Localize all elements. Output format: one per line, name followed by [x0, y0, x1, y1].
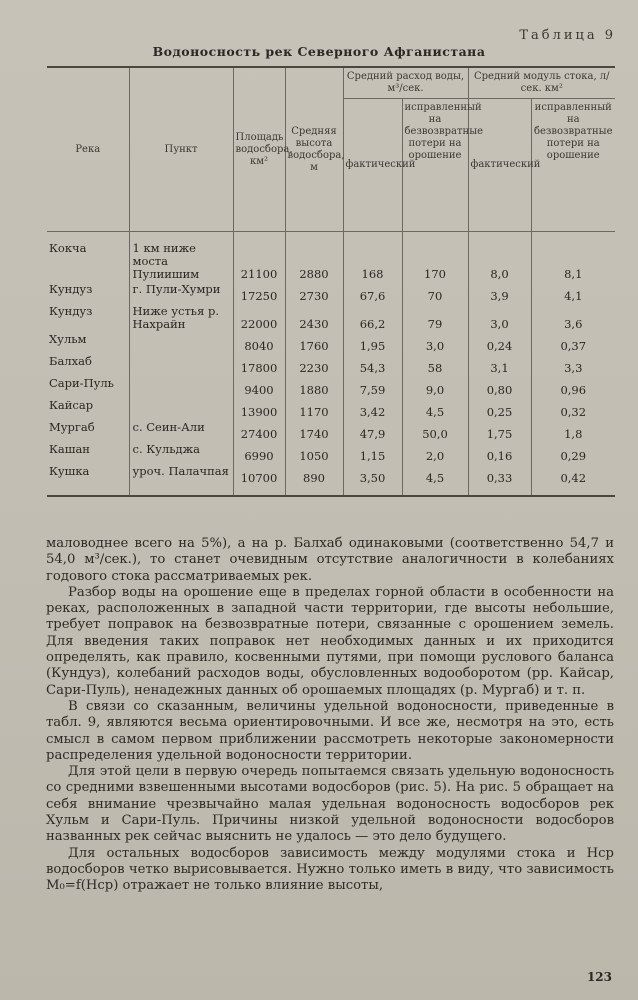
table-row	[47, 376, 615, 398]
table-row	[47, 304, 615, 332]
paragraph: В связи со сказанным, величины удельной водоносности, приведенные в табл. 9, являются весьма ориентировочными. И все же, несмотря на это, есть смысл в самом первом приближении рассмотреть некоторые закономерности распределения удельной водоносности территории.	[46, 698, 614, 763]
body-text	[46, 536, 614, 895]
paragraph: Для этой цели в первую очередь попытаемся связать удельную водоносность со средними взвешенными высотами водосборов (рис. 5). На рис. 5 обращает на себя внимание чрезвычайно малая удельная водоносность водосборов рек Хульм и Сари-Пуль. Причины низкой удельной водоносности водосборов названных рек сейчас выяснить не удалось — это дело будущего.	[46, 764, 614, 845]
modulus-corrected-cell: 0,32	[531, 398, 615, 420]
header-point: Пункт	[129, 67, 233, 232]
flow-actual-cell: 3,42	[343, 398, 402, 420]
point-cell: г. Пули-Хумри	[129, 282, 233, 304]
table-number-label: Таблица 9	[519, 28, 616, 43]
modulus-actual-cell: 0,33	[468, 464, 531, 496]
height-cell: 890	[285, 464, 343, 496]
river-cell: Кундуз	[49, 282, 93, 296]
modulus-actual-cell: 0,16	[468, 442, 531, 464]
paragraph: Разбор воды на орошение еще в пределах горной области в особенности на реках, расположенных в западной части территории, где высоты небольшие, требует поправок на безвозвратные потери, связанные с орошением земель. Для введения таких поправок нет необходимых данных и их приходится определять, как правило, косвенными путями, при помощи руслового баланса (Кундуз), колебаний расходов воды, обусловленных водооборотом (рр. Кайсар, Сари-Пуль), ненадежных данных об орошаемых площадях (р. Мургаб) и т. п.	[46, 584, 614, 698]
modulus-corrected-cell: 1,8	[531, 420, 615, 442]
area-cell: 9400	[233, 376, 285, 398]
modulus-corrected-cell: 3,6	[531, 304, 615, 332]
modulus-corrected-cell: 4,1	[531, 282, 615, 304]
modulus-corrected-cell: 8,1	[531, 232, 615, 283]
flow-corrected-cell: 70	[402, 282, 468, 304]
flow-actual-cell: 47,9	[343, 420, 402, 442]
area-cell: 8040	[233, 332, 285, 354]
river-cell: Балхаб	[49, 354, 92, 368]
modulus-corrected-cell: 0,42	[531, 464, 615, 496]
table-row	[47, 332, 615, 354]
header-flow-group: Средний расход воды, м³/сек.	[343, 67, 468, 99]
height-cell: 1760	[285, 332, 343, 354]
point-cell: с. Кульджа	[129, 442, 233, 464]
height-cell: 1050	[285, 442, 343, 464]
flow-corrected-cell: 170	[402, 232, 468, 283]
flow-corrected-cell: 4,5	[402, 464, 468, 496]
header-flow-actual: фактический	[343, 99, 402, 232]
header-height: Средняя высота водосбора, м	[285, 67, 343, 232]
table-title: Водоносность рек Северного Афганистана	[152, 44, 486, 59]
flow-actual-cell: 1,95	[343, 332, 402, 354]
table-row	[47, 232, 615, 283]
point-cell: 1 км ниже моста Пулиишим	[129, 232, 233, 283]
area-cell: 17800	[233, 354, 285, 376]
flow-actual-cell: 54,3	[343, 354, 402, 376]
height-cell: 2880	[285, 232, 343, 283]
area-cell: 27400	[233, 420, 285, 442]
flow-corrected-cell: 3,0	[402, 332, 468, 354]
height-cell: 2730	[285, 282, 343, 304]
header-flow-corrected: исправленный на безвозвратные потери на орошение	[402, 99, 468, 232]
modulus-actual-cell: 0,24	[468, 332, 531, 354]
header-river: Река	[47, 67, 129, 232]
point-cell: уроч. Палачпая	[129, 464, 233, 496]
modulus-actual-cell: 3,1	[468, 354, 531, 376]
height-cell: 1880	[285, 376, 343, 398]
point-cell: с. Сеин-Али	[129, 420, 233, 442]
height-cell: 2230	[285, 354, 343, 376]
area-cell: 13900	[233, 398, 285, 420]
flow-actual-cell: 67,6	[343, 282, 402, 304]
modulus-corrected-cell: 0,29	[531, 442, 615, 464]
header-modulus-actual: фактический	[468, 99, 531, 232]
point-cell	[129, 332, 233, 354]
header-modulus-corrected: исправленный на безвозвратные потери на орошение	[531, 99, 615, 232]
river-cell: Мургаб	[49, 420, 95, 434]
modulus-actual-cell: 0,80	[468, 376, 531, 398]
paragraph: маловоднее всего на 5%), а на р. Балхаб одинаковыми (соответственно 54,7 и 54,0 м³/сек.), то станет очевидным отсутствие аналогичности в колебаниях годового стока рассматриваемых рек.	[46, 536, 614, 584]
area-cell: 6990	[233, 442, 285, 464]
flow-corrected-cell: 4,5	[402, 398, 468, 420]
flow-actual-cell: 66,2	[343, 304, 402, 332]
river-cell: Кашан	[49, 442, 90, 456]
water-content-table	[47, 66, 615, 497]
area-cell: 17250	[233, 282, 285, 304]
point-cell: Ниже устья р. Нахрайн	[129, 304, 233, 332]
flow-actual-cell: 3,50	[343, 464, 402, 496]
header-modulus-group: Средний модуль стока, л/сек. км²	[468, 67, 615, 99]
point-cell	[129, 376, 233, 398]
table-row	[47, 354, 615, 376]
table-row	[47, 442, 615, 464]
river-cell: Кайсар	[49, 398, 94, 412]
modulus-actual-cell: 1,75	[468, 420, 531, 442]
flow-corrected-cell: 9,0	[402, 376, 468, 398]
area-cell: 10700	[233, 464, 285, 496]
table-row	[47, 282, 615, 304]
modulus-actual-cell: 0,25	[468, 398, 531, 420]
height-cell: 1740	[285, 420, 343, 442]
river-cell: Сари-Пуль	[49, 376, 114, 390]
river-cell: Кундуз	[49, 304, 93, 318]
table-row	[47, 398, 615, 420]
area-cell: 21100	[233, 232, 285, 283]
modulus-actual-cell: 3,0	[468, 304, 531, 332]
modulus-corrected-cell: 0,37	[531, 332, 615, 354]
page-number: 123	[586, 970, 612, 984]
header-area: Площадь водосбора, км²	[233, 67, 285, 232]
river-cell: Кокча	[49, 241, 87, 255]
flow-corrected-cell: 50,0	[402, 420, 468, 442]
flow-corrected-cell: 79	[402, 304, 468, 332]
flow-actual-cell: 168	[343, 232, 402, 283]
modulus-actual-cell: 8,0	[468, 232, 531, 283]
flow-actual-cell: 7,59	[343, 376, 402, 398]
table-row	[47, 464, 615, 496]
modulus-actual-cell: 3,9	[468, 282, 531, 304]
flow-corrected-cell: 58	[402, 354, 468, 376]
flow-actual-cell: 1,15	[343, 442, 402, 464]
paragraph: Для остальных водосборов зависимость между модулями стока и Hср водосборов четко вырисовывается. Нужно только иметь в виду, что зависимость M₀=f(Hср) отражает не только влияние высоты,	[46, 845, 614, 894]
modulus-corrected-cell: 3,3	[531, 354, 615, 376]
area-cell: 22000	[233, 304, 285, 332]
modulus-corrected-cell: 0,96	[531, 376, 615, 398]
height-cell: 2430	[285, 304, 343, 332]
river-cell: Кушка	[47, 464, 129, 496]
point-cell	[129, 354, 233, 376]
height-cell: 1170	[285, 398, 343, 420]
flow-corrected-cell: 2,0	[402, 442, 468, 464]
point-cell	[129, 398, 233, 420]
river-cell: Хульм	[49, 332, 87, 346]
table-row	[47, 420, 615, 442]
